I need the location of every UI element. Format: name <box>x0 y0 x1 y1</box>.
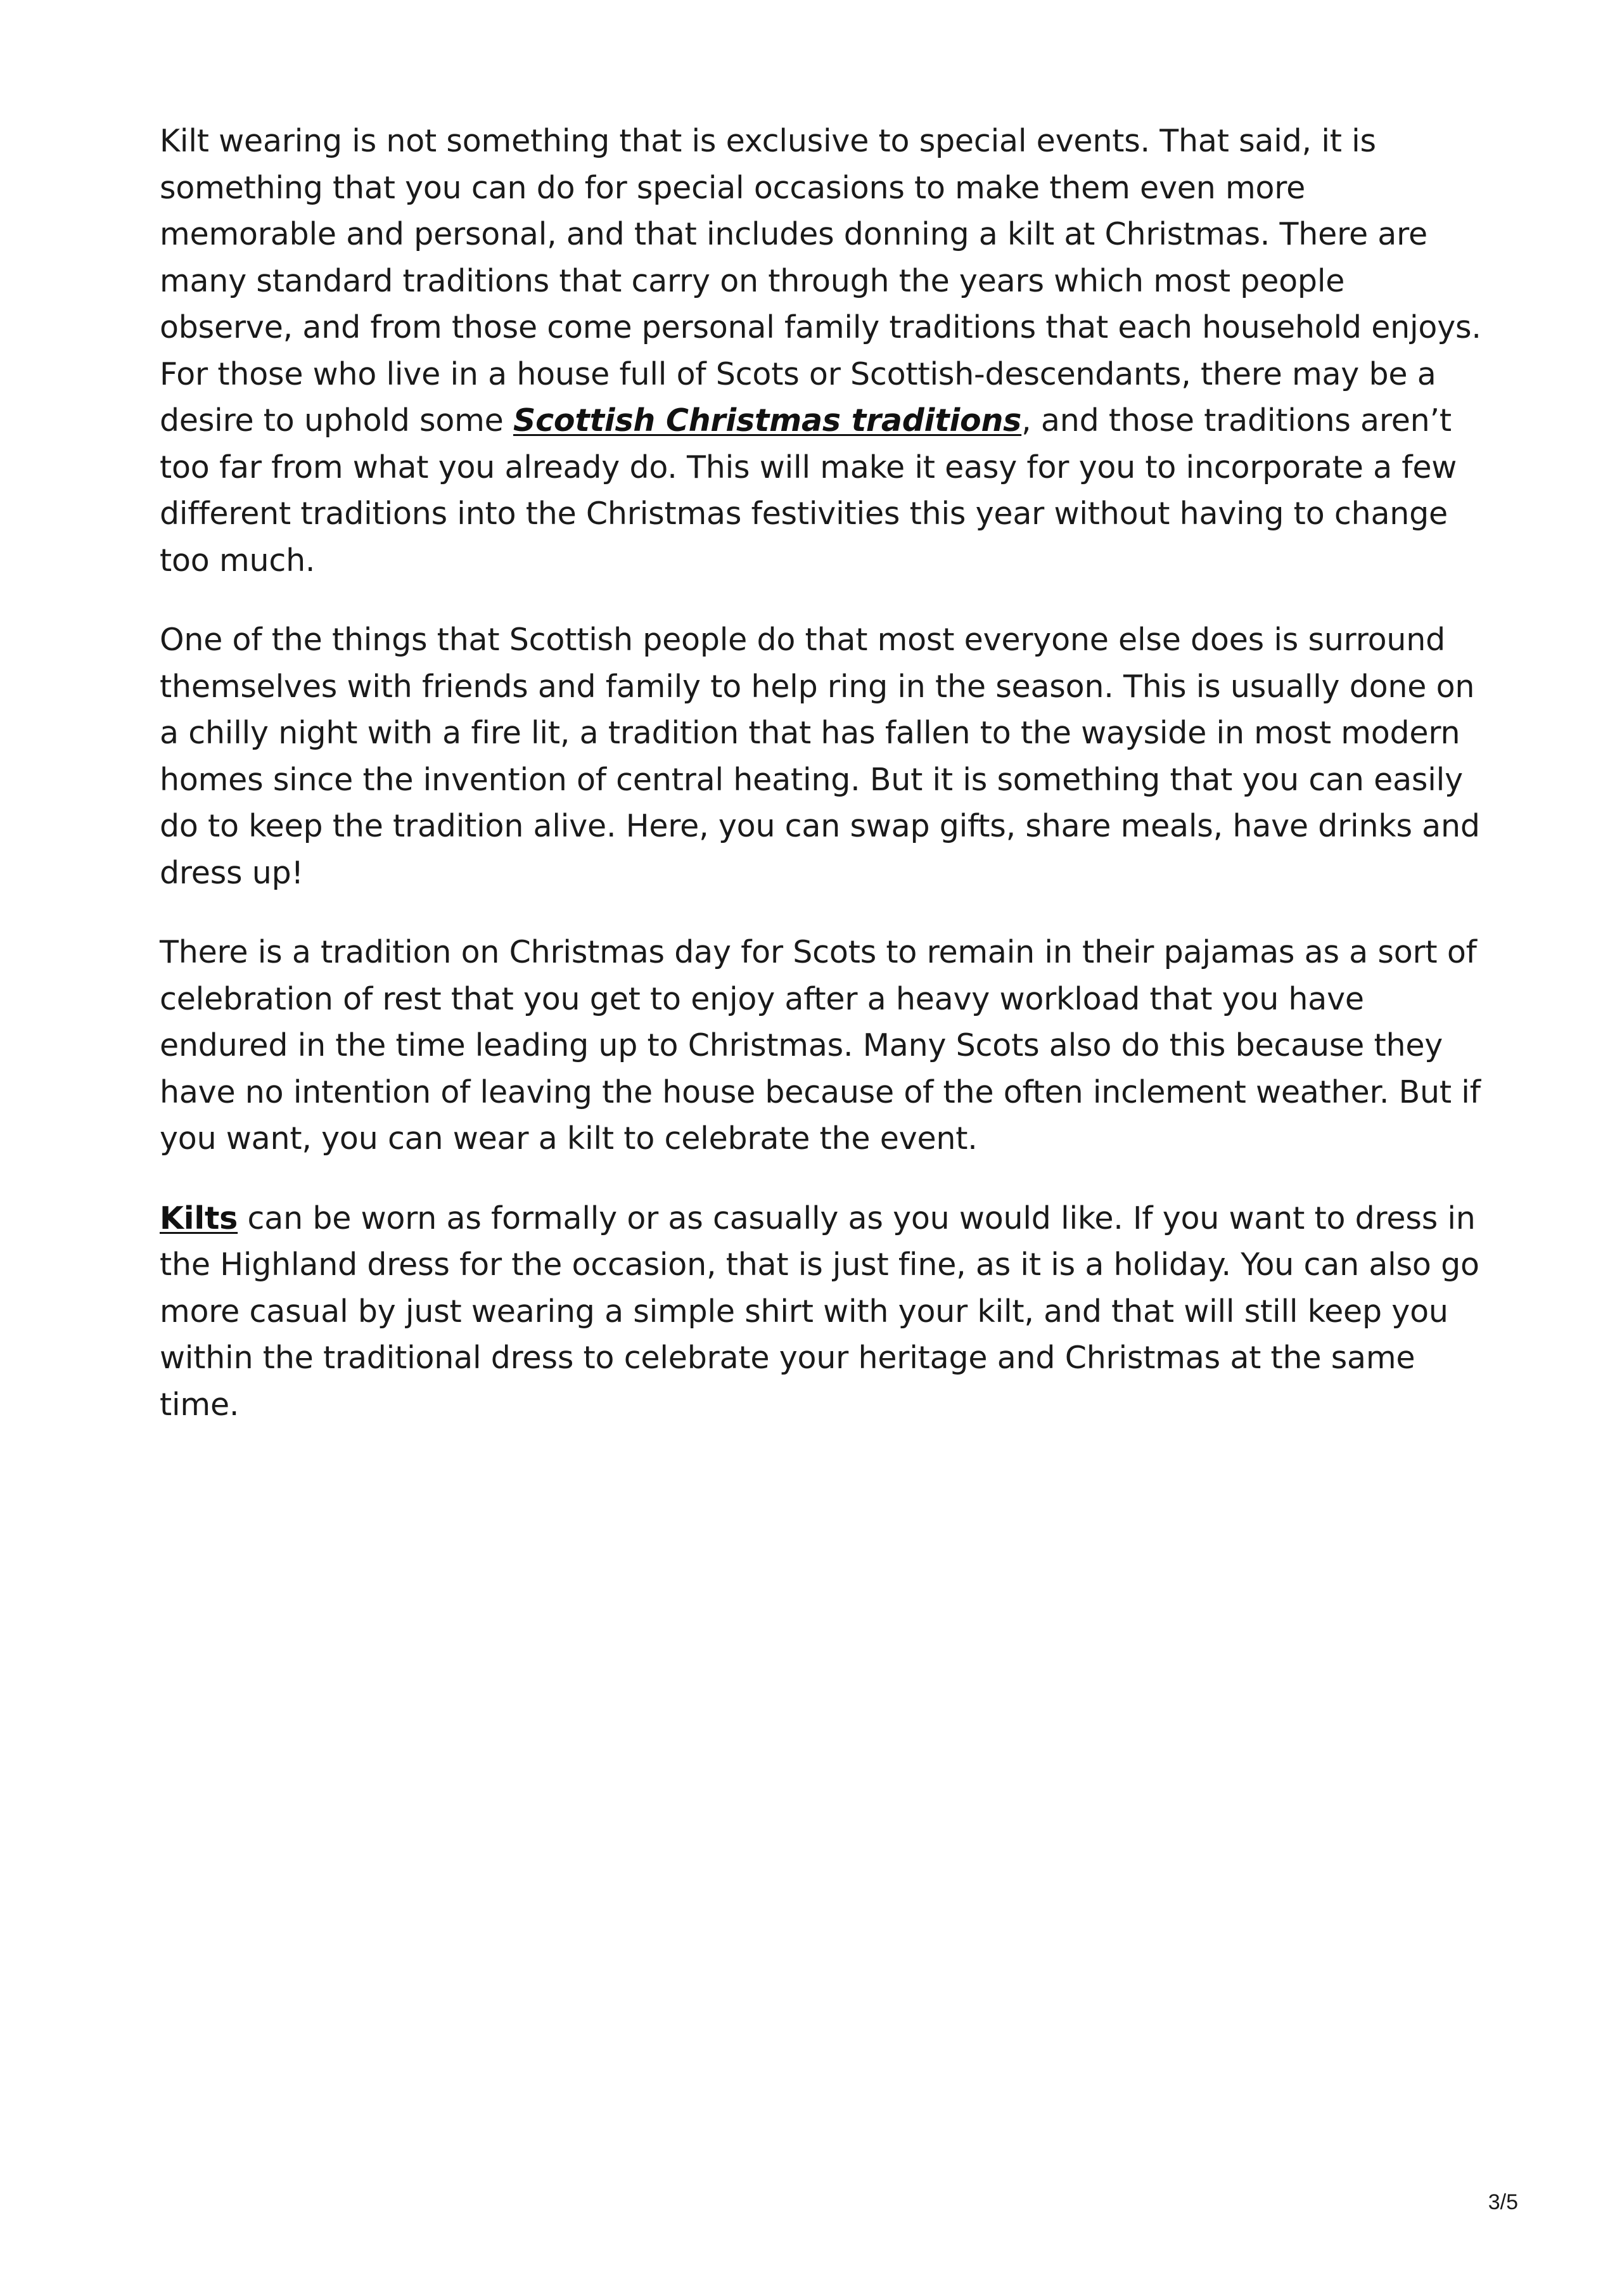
paragraph-text: One of the things that Scottish people do that most everyone else does is surround themselves with friends and family to help ring in the season. This is usually done on a chilly night with a fire lit, a tradition that has fallen to the wayside in most modern homes since the invention of central heating. But it is something that you can easily do to keep the tradition alive. Here, you can swap gifts, share meals, have drinks and dress up! <box>160 622 1480 891</box>
paragraph-friends-family <box>160 617 1484 896</box>
paragraph-kilts-formal-casual <box>160 1195 1484 1428</box>
paragraph-pajamas-tradition <box>160 929 1484 1162</box>
paragraph-text: Kilt wearing is not something that is exclusive to special events. That said, it is something that you can do for special occasions to make them even more memorable and personal, and that includes donning a kilt at Christmas. There are many standard traditions that carry on through the years which most people observe, and from those come personal family traditions that each household enjoys. For those who live in a house full of Scots or Scottish-descendants, there may be a desire to uphold some <box>160 123 1481 439</box>
page-number: 3/5 <box>1488 2190 1518 2214</box>
kilts-link[interactable]: Kilts <box>160 1200 238 1236</box>
paragraph-text: can be worn as formally or as casually as you would like. If you want to dress in the Highland dress for the occasion, that is just fine, as it is a holiday. You can also go more casual by just wearing a simple shirt with your kilt, and that will still keep you within the traditional dress to celebrate your heritage and Christmas at the same time. <box>160 1200 1479 1423</box>
paragraph-kilt-wearing <box>160 118 1484 584</box>
paragraph-text: There is a tradition on Christmas day for Scots to remain in their pajamas as a sort of celebration of rest that you get to enjoy after a heavy workload that you have endured in the time leading up to Christmas. Many Scots also do this because they have no intention of leaving the house because of the often inclement weather. But if you want, you can wear a kilt to celebrate the event. <box>160 934 1481 1157</box>
article-body <box>160 118 1484 1461</box>
paragraph-text: , and those traditions aren’t too far from what you already do. This will make it easy for you to incorporate a few different traditions into the Christmas festivities this year without having to change too much. <box>160 402 1457 579</box>
scottish-christmas-traditions-link[interactable]: Scottish Christmas traditions <box>513 402 1022 439</box>
